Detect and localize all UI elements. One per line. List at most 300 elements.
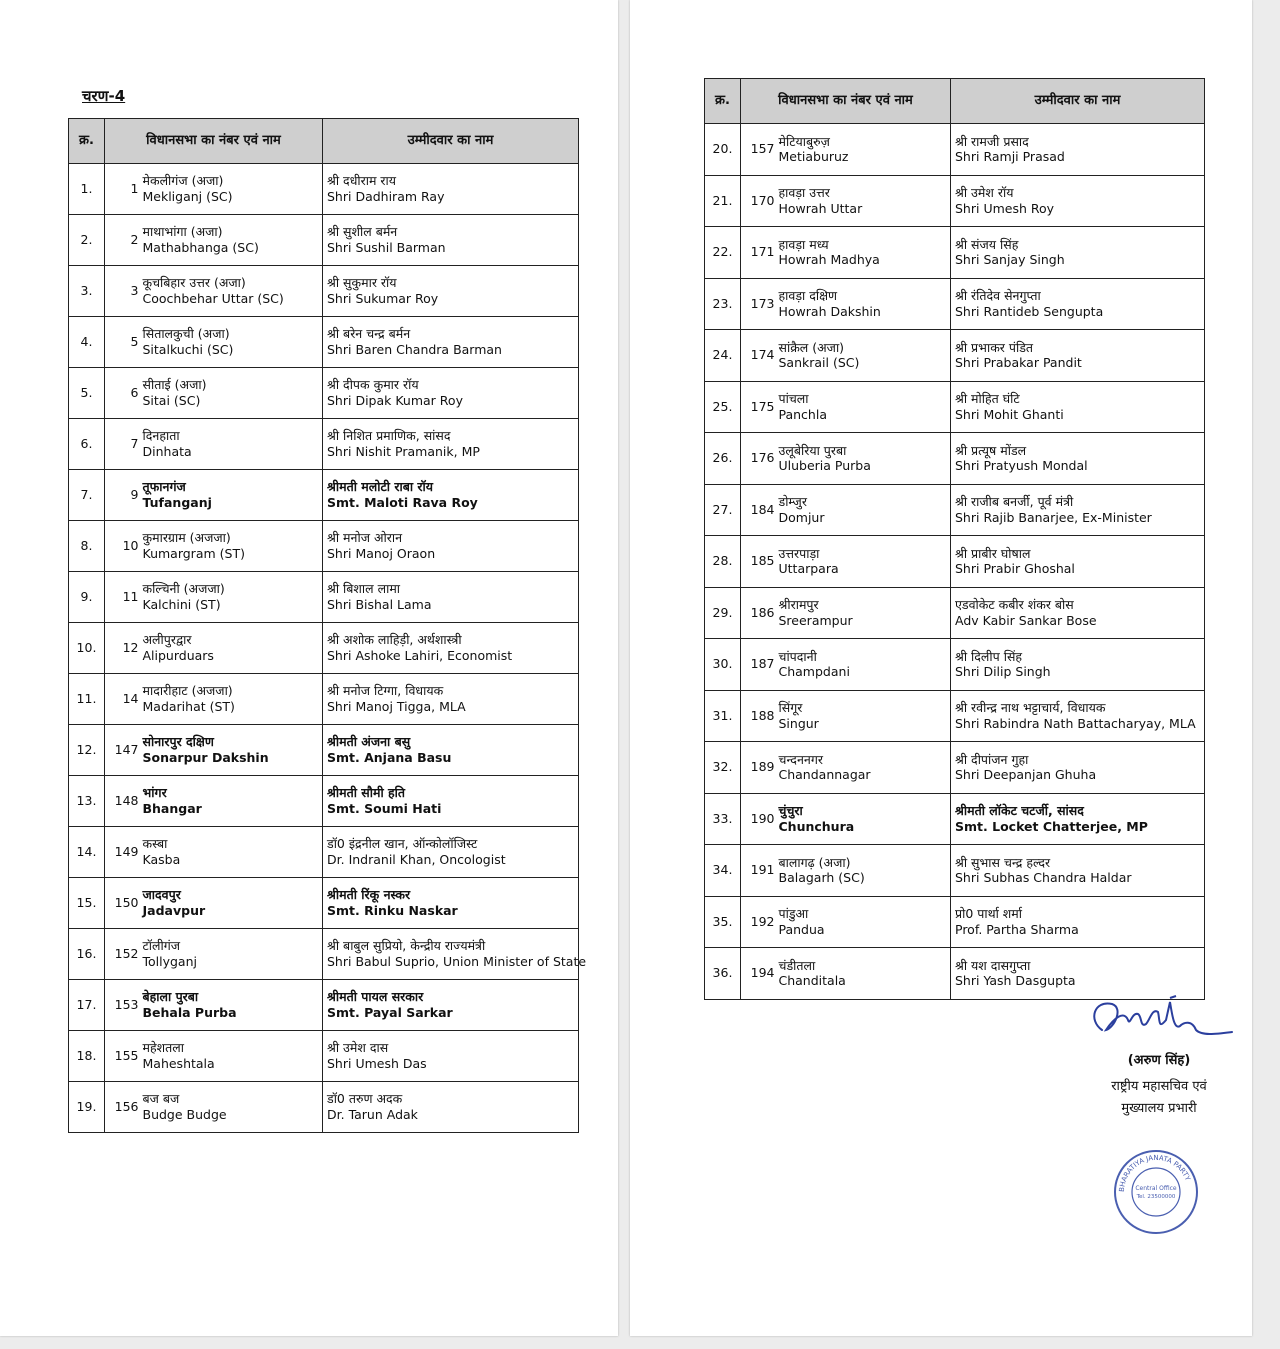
row-serial-number: 30. xyxy=(705,639,741,691)
row-serial-number: 1. xyxy=(69,164,105,215)
table-row xyxy=(69,419,579,470)
signer-title-line1: राष्ट्रीय महासचिव एवं xyxy=(1111,1079,1207,1094)
row-serial-number: 16. xyxy=(69,929,105,980)
row-serial-number: 13. xyxy=(69,776,105,827)
candidate-name-english: Shri Sukumar Roy xyxy=(327,291,439,306)
row-serial-number: 31. xyxy=(705,690,741,742)
table-row xyxy=(705,381,1205,433)
candidate-name xyxy=(951,484,1205,536)
candidate-name xyxy=(951,381,1205,433)
constituency-name xyxy=(777,793,951,845)
candidate-name-english: Prof. Partha Sharma xyxy=(955,921,1079,937)
constituency-name-hindi: कुमारग्राम (अजजा) xyxy=(142,530,231,546)
candidate-name xyxy=(323,572,579,623)
constituency-name xyxy=(141,470,323,521)
table-row xyxy=(69,1082,579,1133)
row-serial-number: 4. xyxy=(69,317,105,368)
table-row xyxy=(705,793,1205,845)
candidate-name-hindi: श्री दीपांजन गुहा xyxy=(955,751,1029,767)
candidate-name-english: Smt. Anjana Basu xyxy=(327,750,452,765)
candidate-name-english: Shri Manoj Oraon xyxy=(327,546,436,561)
constituency-name-hindi: कूचबिहार उत्तर (अजा) xyxy=(142,275,246,291)
row-serial-number: 36. xyxy=(705,948,741,1000)
table-row xyxy=(69,776,579,827)
table-row xyxy=(705,175,1205,227)
header-candidate: उम्मीदवार का नाम xyxy=(323,119,579,164)
signature-scribble-icon xyxy=(1084,990,1234,1048)
row-serial-number: 11. xyxy=(69,674,105,725)
table-row xyxy=(69,827,579,878)
constituency-name-english: Sonarpur Dakshin xyxy=(142,750,269,765)
constituency-number: 1 xyxy=(105,164,141,215)
candidate-name-hindi: श्री प्रभाकर पंडित xyxy=(955,339,1034,355)
row-serial-number: 17. xyxy=(69,980,105,1031)
candidate-name-english: Shri Yash Dasgupta xyxy=(955,973,1076,989)
constituency-name xyxy=(777,587,951,639)
constituency-name-english: Sreerampur xyxy=(778,612,853,628)
constituency-name-hindi: पांचला xyxy=(778,391,809,407)
constituency-number: 156 xyxy=(105,1082,141,1133)
constituency-name xyxy=(141,521,323,572)
constituency-name xyxy=(141,878,323,929)
row-serial-number: 21. xyxy=(705,175,741,227)
candidate-name-hindi: डॉ0 तरुण अदक xyxy=(327,1091,403,1107)
constituency-name-english: Champdani xyxy=(778,664,850,680)
constituency-name-hindi: दिनहाता xyxy=(142,428,180,444)
constituency-name-hindi: पांडुआ xyxy=(778,906,809,922)
row-serial-number: 15. xyxy=(69,878,105,929)
constituency-name-hindi: चन्दननगर xyxy=(778,751,823,767)
constituency-name xyxy=(777,948,951,1000)
constituency-name-hindi: कस्बा xyxy=(142,836,168,852)
row-serial-number: 5. xyxy=(69,368,105,419)
table-row xyxy=(705,896,1205,948)
constituency-name-english: Maheshtala xyxy=(142,1056,215,1071)
candidate-name-english: Shri Bishal Lama xyxy=(327,597,432,612)
constituency-name-hindi: टॉलीगंज xyxy=(142,938,181,954)
row-serial-number: 10. xyxy=(69,623,105,674)
candidate-name-english: Dr. Tarun Adak xyxy=(327,1107,418,1122)
table-row xyxy=(69,521,579,572)
table-row xyxy=(705,536,1205,588)
candidate-name-hindi: श्रीमती लॉकेट चटर्जी, सांसद xyxy=(955,803,1084,819)
constituency-number: 186 xyxy=(741,587,777,639)
constituency-name xyxy=(141,1031,323,1082)
constituency-name xyxy=(777,896,951,948)
header-constituency: विधानसभा का नंबर एवं नाम xyxy=(741,79,951,124)
constituency-name xyxy=(141,980,323,1031)
constituency-name-english: Behala Purba xyxy=(142,1005,237,1020)
candidate-name-hindi: डॉ0 इंद्रनील खान, ऑन्कोलॉजिस्ट xyxy=(327,836,478,852)
table-row xyxy=(69,929,579,980)
constituency-name-hindi: बालागढ़ (अजा) xyxy=(778,854,851,870)
candidate-name-hindi: श्री मनोज टिग्गा, विधायक xyxy=(327,683,444,699)
candidate-name xyxy=(323,215,579,266)
constituency-name-english: Howrah Dakshin xyxy=(778,303,881,319)
constituency-number: 194 xyxy=(741,948,777,1000)
constituency-name-hindi: श्रीरामपुर xyxy=(778,597,819,613)
candidate-name xyxy=(951,536,1205,588)
candidate-name-english: Shri Pratyush Mondal xyxy=(955,458,1088,474)
constituency-name-english: Jadavpur xyxy=(142,903,206,918)
row-serial-number: 25. xyxy=(705,381,741,433)
table-row xyxy=(705,124,1205,176)
candidate-name xyxy=(951,175,1205,227)
candidate-name-english: Smt. Locket Chatterjee, MP xyxy=(955,818,1148,834)
table-row xyxy=(69,674,579,725)
constituency-number: 3 xyxy=(105,266,141,317)
row-serial-number: 2. xyxy=(69,215,105,266)
row-serial-number: 35. xyxy=(705,896,741,948)
constituency-name-english: Tollyganj xyxy=(142,954,197,969)
table-row xyxy=(705,330,1205,382)
constituency-name-hindi: अलीपुरद्वार xyxy=(142,632,192,648)
constituency-name-english: Bhangar xyxy=(142,801,202,816)
constituency-name xyxy=(141,929,323,980)
constituency-name-hindi: हावड़ा दक्षिण xyxy=(778,288,838,304)
constituency-name-english: Domjur xyxy=(778,509,825,525)
table-row xyxy=(69,623,579,674)
constituency-name xyxy=(777,639,951,691)
constituency-name xyxy=(777,124,951,176)
candidate-name-hindi: प्रो0 पार्था शर्मा xyxy=(955,906,1023,922)
stamp-org: BHARATIYA JANATA PARTY xyxy=(1117,1153,1192,1193)
constituency-name-english: Kalchini (ST) xyxy=(142,597,221,612)
candidate-name xyxy=(951,227,1205,279)
candidate-name xyxy=(323,980,579,1031)
phase-title: चरण-4 xyxy=(82,87,126,105)
table-row xyxy=(69,725,579,776)
row-serial-number: 24. xyxy=(705,330,741,382)
candidate-name xyxy=(323,419,579,470)
constituency-name-hindi: उलूबेरिया पुरबा xyxy=(778,442,847,458)
constituency-name-hindi: सिंगूर xyxy=(778,700,803,716)
candidate-name xyxy=(323,266,579,317)
constituency-number: 147 xyxy=(105,725,141,776)
signature-block xyxy=(1074,990,1244,1120)
constituency-number: 171 xyxy=(741,227,777,279)
constituency-number: 174 xyxy=(741,330,777,382)
constituency-number: 152 xyxy=(105,929,141,980)
constituency-name xyxy=(141,368,323,419)
constituency-name-hindi: जादवपुर xyxy=(142,887,181,903)
candidate-name-hindi: श्री निशित प्रमाणिक, सांसद xyxy=(327,428,451,444)
table-row xyxy=(705,587,1205,639)
constituency-name xyxy=(141,266,323,317)
candidate-name xyxy=(323,317,579,368)
candidate-name-english: Shri Mohit Ghanti xyxy=(955,406,1064,422)
constituency-name-hindi: भांगर xyxy=(142,785,167,801)
constituency-name-english: Mathabhanga (SC) xyxy=(142,240,259,255)
constituency-name-hindi: चुंचुरा xyxy=(778,803,803,819)
candidate-name xyxy=(951,433,1205,485)
candidate-name-hindi: श्री राजीब बनर्जी, पूर्व मंत्री xyxy=(955,494,1074,510)
row-serial-number: 20. xyxy=(705,124,741,176)
candidate-name xyxy=(951,690,1205,742)
candidate-name-hindi: श्री मोहित घंटि xyxy=(955,391,1020,407)
candidate-name-hindi: श्री उमेश रॉय xyxy=(955,185,1014,201)
constituency-name-hindi: हावड़ा मध्य xyxy=(778,236,829,252)
constituency-name-hindi: मेटियाबुरुज़ xyxy=(778,133,830,149)
constituency-number: 192 xyxy=(741,896,777,948)
constituency-name xyxy=(141,623,323,674)
constituency-name xyxy=(777,845,951,897)
constituency-name-hindi: मेकलीगंज (अजा) xyxy=(142,173,224,189)
constituency-name-hindi: हावड़ा उत्तर xyxy=(778,185,830,201)
table-header-row xyxy=(69,119,579,164)
constituency-name-english: Dinhata xyxy=(142,444,192,459)
constituency-number: 14 xyxy=(105,674,141,725)
candidate-name xyxy=(323,878,579,929)
candidate-name-hindi: एडवोकेट कबीर शंकर बोस xyxy=(955,597,1074,613)
constituency-name xyxy=(141,419,323,470)
candidate-name-english: Shri Rabindra Nath Battacharyay, MLA xyxy=(955,715,1196,731)
constituency-number: 176 xyxy=(741,433,777,485)
candidate-name xyxy=(323,1082,579,1133)
constituency-name-hindi: सीताई (अजा) xyxy=(142,377,207,393)
constituency-name-hindi: सितालकुची (अजा) xyxy=(142,326,230,342)
candidate-name-english: Shri Ashoke Lahiri, Economist xyxy=(327,648,513,663)
constituency-name-english: Chandannagar xyxy=(778,767,871,783)
constituency-name-english: Mekliganj (SC) xyxy=(142,189,233,204)
candidate-name xyxy=(951,845,1205,897)
candidate-name-english: Shri Babul Suprio, Union Minister of State xyxy=(327,954,587,969)
table-row xyxy=(705,690,1205,742)
constituency-name xyxy=(141,776,323,827)
constituency-name-english: Kumargram (ST) xyxy=(142,546,245,561)
candidate-name xyxy=(323,521,579,572)
constituency-number: 175 xyxy=(741,381,777,433)
constituency-name xyxy=(777,536,951,588)
constituency-number: 2 xyxy=(105,215,141,266)
party-stamp-icon xyxy=(1112,1148,1200,1236)
constituency-number: 7 xyxy=(105,419,141,470)
candidate-name xyxy=(323,470,579,521)
candidate-name-hindi: श्री बाबुल सुप्रियो, केन्द्रीय राज्यमंत्री xyxy=(327,938,486,954)
constituency-number: 5 xyxy=(105,317,141,368)
candidate-name-hindi: श्रीमती रिंकू नस्कर xyxy=(327,887,411,903)
candidate-name-hindi: श्री संजय सिंह xyxy=(955,236,1019,252)
table-row xyxy=(705,639,1205,691)
constituency-number: 189 xyxy=(741,742,777,794)
candidate-name xyxy=(951,639,1205,691)
candidate-name-hindi: श्री यश दासगुप्ता xyxy=(955,957,1031,973)
constituency-number: 157 xyxy=(741,124,777,176)
candidate-name xyxy=(951,793,1205,845)
constituency-number: 155 xyxy=(105,1031,141,1082)
row-serial-number: 29. xyxy=(705,587,741,639)
constituency-name-english: Sitalkuchi (SC) xyxy=(142,342,234,357)
constituency-number: 153 xyxy=(105,980,141,1031)
candidate-name xyxy=(323,776,579,827)
candidate-name xyxy=(951,124,1205,176)
constituency-number: 190 xyxy=(741,793,777,845)
constituency-name-hindi: महेशतला xyxy=(142,1040,184,1056)
candidate-name-hindi: श्री दधीराम राय xyxy=(327,173,397,189)
stamp-line1: Central Office xyxy=(1135,1185,1177,1192)
constituency-name xyxy=(777,484,951,536)
table-row xyxy=(69,215,579,266)
constituency-number: 6 xyxy=(105,368,141,419)
candidate-name-english: Shri Deepanjan Ghuha xyxy=(955,767,1097,783)
row-serial-number: 34. xyxy=(705,845,741,897)
table-row xyxy=(705,278,1205,330)
candidate-name-hindi: श्री सुशील बर्मन xyxy=(327,224,398,240)
table-row xyxy=(705,433,1205,485)
candidate-name-hindi: श्री सुभास चन्द्र हल्दर xyxy=(955,854,1051,870)
candidate-name-english: Shri Ramji Prasad xyxy=(955,149,1065,165)
constituency-name-hindi: सांक्रैल (अजा) xyxy=(778,339,845,355)
candidate-name-english: Shri Subhas Chandra Haldar xyxy=(955,870,1132,886)
table-row xyxy=(705,845,1205,897)
candidate-name xyxy=(951,896,1205,948)
candidate-name xyxy=(951,330,1205,382)
candidate-name-english: Smt. Maloti Rava Roy xyxy=(327,495,478,510)
row-serial-number: 12. xyxy=(69,725,105,776)
header-sno: क्र. xyxy=(69,119,105,164)
constituency-name xyxy=(141,317,323,368)
constituency-name xyxy=(777,330,951,382)
row-serial-number: 22. xyxy=(705,227,741,279)
constituency-name xyxy=(141,215,323,266)
candidate-name xyxy=(323,725,579,776)
constituency-name xyxy=(141,827,323,878)
candidate-name-english: Shri Prabakar Pandit xyxy=(955,355,1082,371)
constituency-number: 187 xyxy=(741,639,777,691)
constituency-name-hindi: मादारीहाट (अजजा) xyxy=(142,683,233,699)
constituency-number: 150 xyxy=(105,878,141,929)
constituency-name xyxy=(141,572,323,623)
constituency-name xyxy=(141,725,323,776)
candidate-table-right xyxy=(704,78,1205,1000)
candidate-name-english: Dr. Indranil Khan, Oncologist xyxy=(327,852,506,867)
candidate-name-english: Shri Nishit Pramanik, MP xyxy=(327,444,480,459)
row-serial-number: 14. xyxy=(69,827,105,878)
constituency-number: 185 xyxy=(741,536,777,588)
candidate-name-english: Shri Manoj Tigga, MLA xyxy=(327,699,466,714)
candidate-name xyxy=(951,742,1205,794)
constituency-name-english: Howrah Madhya xyxy=(778,252,880,268)
constituency-number: 9 xyxy=(105,470,141,521)
constituency-name-english: Chunchura xyxy=(778,818,855,834)
header-sno: क्र. xyxy=(705,79,741,124)
constituency-name xyxy=(777,227,951,279)
candidate-name-english: Shri Sanjay Singh xyxy=(955,252,1065,268)
candidate-name-hindi: श्री रामजी प्रसाद xyxy=(955,133,1029,149)
constituency-name-english: Sankrail (SC) xyxy=(778,355,860,371)
constituency-name-english: Singur xyxy=(778,715,819,731)
candidate-name-english: Shri Prabir Ghoshal xyxy=(955,561,1075,577)
candidate-name-hindi: श्रीमती मलोटी राबा रॉय xyxy=(327,479,434,495)
constituency-name-english: Howrah Uttar xyxy=(778,200,863,216)
candidate-name xyxy=(323,827,579,878)
candidate-name-hindi: श्री प्रत्यूष मोंडल xyxy=(955,442,1027,458)
candidate-name xyxy=(323,368,579,419)
constituency-name-english: Tufanganj xyxy=(142,495,212,510)
row-serial-number: 23. xyxy=(705,278,741,330)
constituency-name xyxy=(777,175,951,227)
constituency-name-english: Uluberia Purba xyxy=(778,458,871,474)
row-serial-number: 32. xyxy=(705,742,741,794)
constituency-name-hindi: कल्चिनी (अजजा) xyxy=(142,581,225,597)
candidate-name-english: Shri Dipak Kumar Roy xyxy=(327,393,463,408)
constituency-name-hindi: माथाभांगा (अजा) xyxy=(142,224,223,240)
candidate-name xyxy=(323,164,579,215)
candidate-name-hindi: श्रीमती अंजना बसु xyxy=(327,734,411,750)
candidate-name-english: Smt. Rinku Naskar xyxy=(327,903,458,918)
table-row xyxy=(69,470,579,521)
row-serial-number: 19. xyxy=(69,1082,105,1133)
constituency-name xyxy=(777,742,951,794)
candidate-name-english: Shri Rantideb Sengupta xyxy=(955,303,1104,319)
table-row xyxy=(69,266,579,317)
row-serial-number: 6. xyxy=(69,419,105,470)
candidate-name-hindi: श्रीमती सौमी हति xyxy=(327,785,406,801)
constituency-name-english: Balagarh (SC) xyxy=(778,870,865,886)
constituency-number: 10 xyxy=(105,521,141,572)
constituency-name-hindi: चांपदानी xyxy=(778,648,817,664)
row-serial-number: 28. xyxy=(705,536,741,588)
table-row xyxy=(69,317,579,368)
constituency-name-hindi: बेहाला पुरबा xyxy=(142,989,199,1005)
constituency-number: 11 xyxy=(105,572,141,623)
constituency-name xyxy=(141,164,323,215)
constituency-name-english: Chanditala xyxy=(778,973,846,989)
candidate-name-english: Shri Dilip Singh xyxy=(955,664,1051,680)
constituency-name-hindi: उत्तरपाड़ा xyxy=(778,545,820,561)
candidate-name-hindi: श्री अशोक लाहिड़ी, अर्थशास्त्री xyxy=(327,632,462,648)
constituency-name-english: Budge Budge xyxy=(142,1107,227,1122)
constituency-name-english: Sitai (SC) xyxy=(142,393,201,408)
row-serial-number: 27. xyxy=(705,484,741,536)
row-serial-number: 3. xyxy=(69,266,105,317)
constituency-name-hindi: सोनारपुर दक्षिण xyxy=(142,734,214,750)
candidate-name xyxy=(323,623,579,674)
constituency-name-hindi: डोम्जुर xyxy=(778,494,807,510)
constituency-name xyxy=(141,1082,323,1133)
candidate-name xyxy=(951,587,1205,639)
candidate-name-english: Shri Baren Chandra Barman xyxy=(327,342,502,357)
constituency-name xyxy=(777,381,951,433)
candidate-name-english: Shri Rajib Banarjee, Ex-Minister xyxy=(955,509,1152,525)
table-row xyxy=(69,878,579,929)
candidate-name-hindi: श्री बिशाल लामा xyxy=(327,581,401,597)
constituency-name xyxy=(777,690,951,742)
row-serial-number: 7. xyxy=(69,470,105,521)
constituency-number: 191 xyxy=(741,845,777,897)
candidate-name-english: Shri Dadhiram Ray xyxy=(327,189,445,204)
table-row xyxy=(69,980,579,1031)
table-row xyxy=(705,484,1205,536)
table-row xyxy=(705,227,1205,279)
table-row xyxy=(69,1031,579,1082)
candidate-name-english: Shri Sushil Barman xyxy=(327,240,446,255)
constituency-number: 149 xyxy=(105,827,141,878)
constituency-name xyxy=(141,674,323,725)
table-header-row xyxy=(705,79,1205,124)
signer-title-line2: मुख्यालय प्रभारी xyxy=(1121,1101,1197,1117)
signer-title xyxy=(1074,1076,1244,1120)
candidate-name-hindi: श्री रवीन्द्र नाथ भट्टाचार्य, विधायक xyxy=(955,700,1106,716)
candidate-name-hindi: श्रीमती पायल सरकार xyxy=(327,989,424,1005)
candidate-name-hindi: श्री मनोज ओरान xyxy=(327,530,403,546)
constituency-number: 188 xyxy=(741,690,777,742)
candidate-name-hindi: श्री बरेन चन्द्र बर्मन xyxy=(327,326,411,342)
constituency-name-hindi: तूफानगंज xyxy=(142,479,186,495)
candidate-name-hindi: श्री दीपक कुमार रॉय xyxy=(327,377,419,393)
constituency-name-english: Alipurduars xyxy=(142,648,214,663)
row-serial-number: 8. xyxy=(69,521,105,572)
